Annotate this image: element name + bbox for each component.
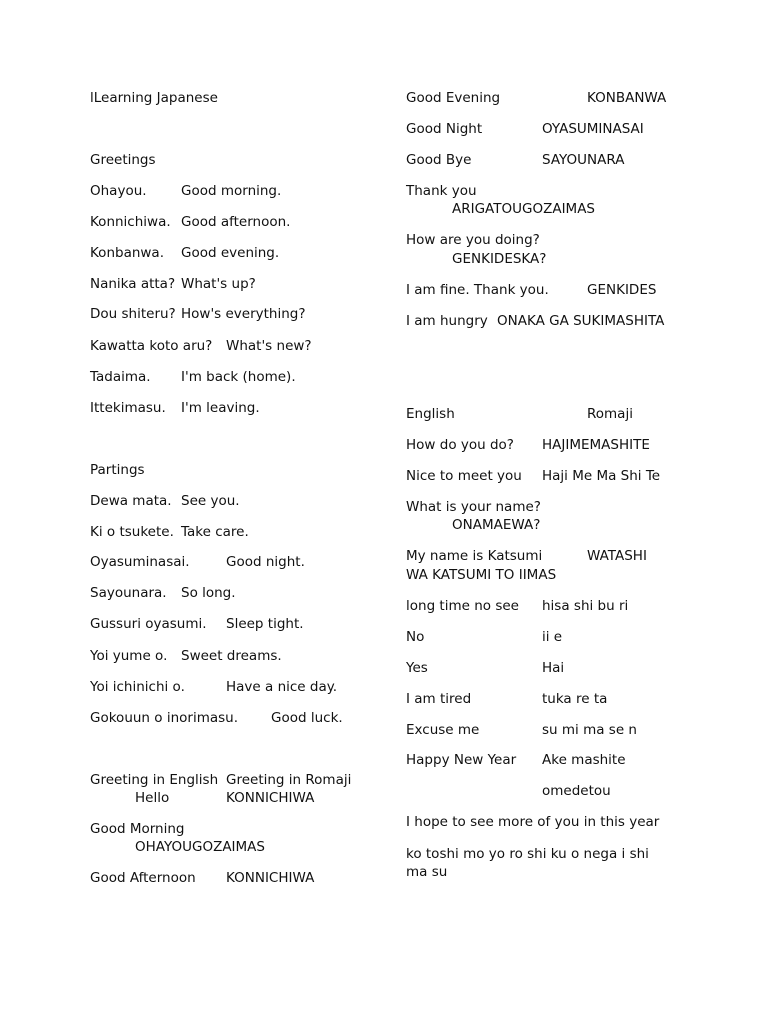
parting-en: Sleep tight.	[226, 616, 304, 632]
phrase-english: How are you doing?	[406, 232, 540, 248]
vocab-romaji: ii e	[542, 629, 563, 645]
phrase-romaji: ARIGATOUGOZAIMAS	[452, 201, 596, 217]
parting-jp: Yoi ichinichi o.	[90, 679, 185, 695]
greeting-jp: Dou shiteru?	[90, 306, 176, 322]
greeting-en: What's new?	[226, 338, 312, 354]
phrase-romaji: SAYOUNARA	[542, 152, 625, 168]
phrase-romaji: OYASUMINASAI	[542, 121, 644, 137]
greeting-jp: Kawatta koto aru?	[90, 338, 213, 354]
greeting-jp: Ohayou.	[90, 183, 147, 199]
vocab-romaji-continued: omedetou	[542, 783, 611, 799]
vocab-romaji: tuka re ta	[542, 691, 608, 707]
phrase-english: Good Bye	[406, 152, 472, 168]
greetings-heading: Greetings	[90, 152, 156, 168]
greeting-en: I'm leaving.	[181, 400, 260, 416]
parting-en: See you.	[181, 493, 240, 509]
vocab-english: Happy New Year	[406, 752, 517, 768]
parting-en: Take care.	[181, 524, 249, 540]
greeting-en: Good evening.	[181, 245, 280, 261]
vocab-romaji-continued: WA KATSUMI TO IIMAS	[406, 567, 557, 583]
vocab-header-english: English	[406, 406, 455, 422]
hope-romaji: ko toshi mo yo ro shi ku o nega i shi	[406, 846, 649, 862]
phrase-romaji: GENKIDESKA?	[452, 251, 547, 267]
vocab-romaji: HAJIMEMASHITE	[542, 437, 650, 453]
hope-romaji-continued: ma su	[406, 864, 448, 880]
parting-jp: Yoi yume o.	[90, 648, 168, 664]
vocab-romaji: Haji Me Ma Shi Te	[542, 468, 661, 484]
vocab-romaji: Hai	[542, 660, 565, 676]
partings-heading: Partings	[90, 462, 145, 478]
hope-english: I hope to see more of you in this year	[406, 814, 660, 830]
parting-jp: Sayounara.	[90, 585, 167, 601]
parting-jp: Oyasuminasai.	[90, 554, 190, 570]
phrase-english: Good Evening	[406, 90, 501, 106]
vocab-romaji: ONAMAEWA?	[452, 517, 541, 533]
vocab-romaji: Ake mashite	[542, 752, 626, 768]
vocab-romaji: hisa shi bu ri	[542, 598, 629, 614]
vocab-english: How do you do?	[406, 437, 514, 453]
table-header-english: Greeting in English	[90, 772, 219, 788]
greeting-en: Good afternoon.	[181, 214, 291, 230]
greeting-jp: Konbanwa.	[90, 245, 164, 261]
phrase-romaji: GENKIDES	[587, 282, 657, 298]
phrase-english: Good Night	[406, 121, 483, 137]
phrase-english: I am fine. Thank you.	[406, 282, 549, 298]
table-english: Good Morning	[90, 821, 185, 837]
greeting-en: How's everything?	[181, 306, 306, 322]
vocab-english: I am tired	[406, 691, 472, 707]
phrase-english: Thank you	[406, 183, 477, 199]
parting-en: So long.	[181, 585, 236, 601]
vocab-english: long time no see	[406, 598, 519, 614]
parting-jp: Ki o tsukete.	[90, 524, 174, 540]
greeting-en: I'm back (home).	[181, 369, 296, 385]
parting-jp: Gokouun o inorimasu.	[90, 710, 238, 726]
parting-en: Good luck.	[271, 710, 343, 726]
vocab-english: Excuse me	[406, 722, 480, 738]
greeting-en: What's up?	[181, 276, 256, 292]
vocab-english: No	[406, 629, 425, 645]
vocab-romaji: WATASHI	[587, 548, 647, 564]
parting-en: Sweet dreams.	[181, 648, 282, 664]
vocab-header-romaji: Romaji	[587, 406, 633, 422]
vocab-english: My name is Katsumi	[406, 548, 543, 564]
greeting-jp: Nanika atta?	[90, 276, 176, 292]
phrase-romaji: KONBANWA	[587, 90, 667, 106]
table-english: Hello	[135, 790, 170, 806]
phrase-english: I am hungry	[406, 313, 488, 329]
table-english: Good Afternoon	[90, 870, 196, 886]
parting-jp: Dewa mata.	[90, 493, 172, 509]
vocab-english: What is your name?	[406, 499, 541, 515]
vocab-english: Yes	[406, 660, 428, 676]
parting-en: Good night.	[226, 554, 305, 570]
phrase-romaji: ONAKA GA SUKIMASHITA	[497, 313, 665, 329]
vocab-english: Nice to meet you	[406, 468, 522, 484]
greeting-jp: Tadaima.	[90, 369, 151, 385]
greeting-jp: Konnichiwa.	[90, 214, 171, 230]
parting-en: Have a nice day.	[226, 679, 338, 695]
table-romaji: KONNICHIWA	[226, 790, 315, 806]
parting-jp: Gussuri oyasumi.	[90, 616, 207, 632]
greeting-en: Good morning.	[181, 183, 282, 199]
table-romaji: KONNICHIWA	[226, 870, 315, 886]
greeting-jp: Ittekimasu.	[90, 400, 166, 416]
vocab-romaji: su mi ma se n	[542, 722, 637, 738]
table-header-romaji: Greeting in Romaji	[226, 772, 352, 788]
page-title: lLearning Japanese	[90, 90, 218, 106]
table-romaji: OHAYOUGOZAIMAS	[135, 839, 265, 855]
